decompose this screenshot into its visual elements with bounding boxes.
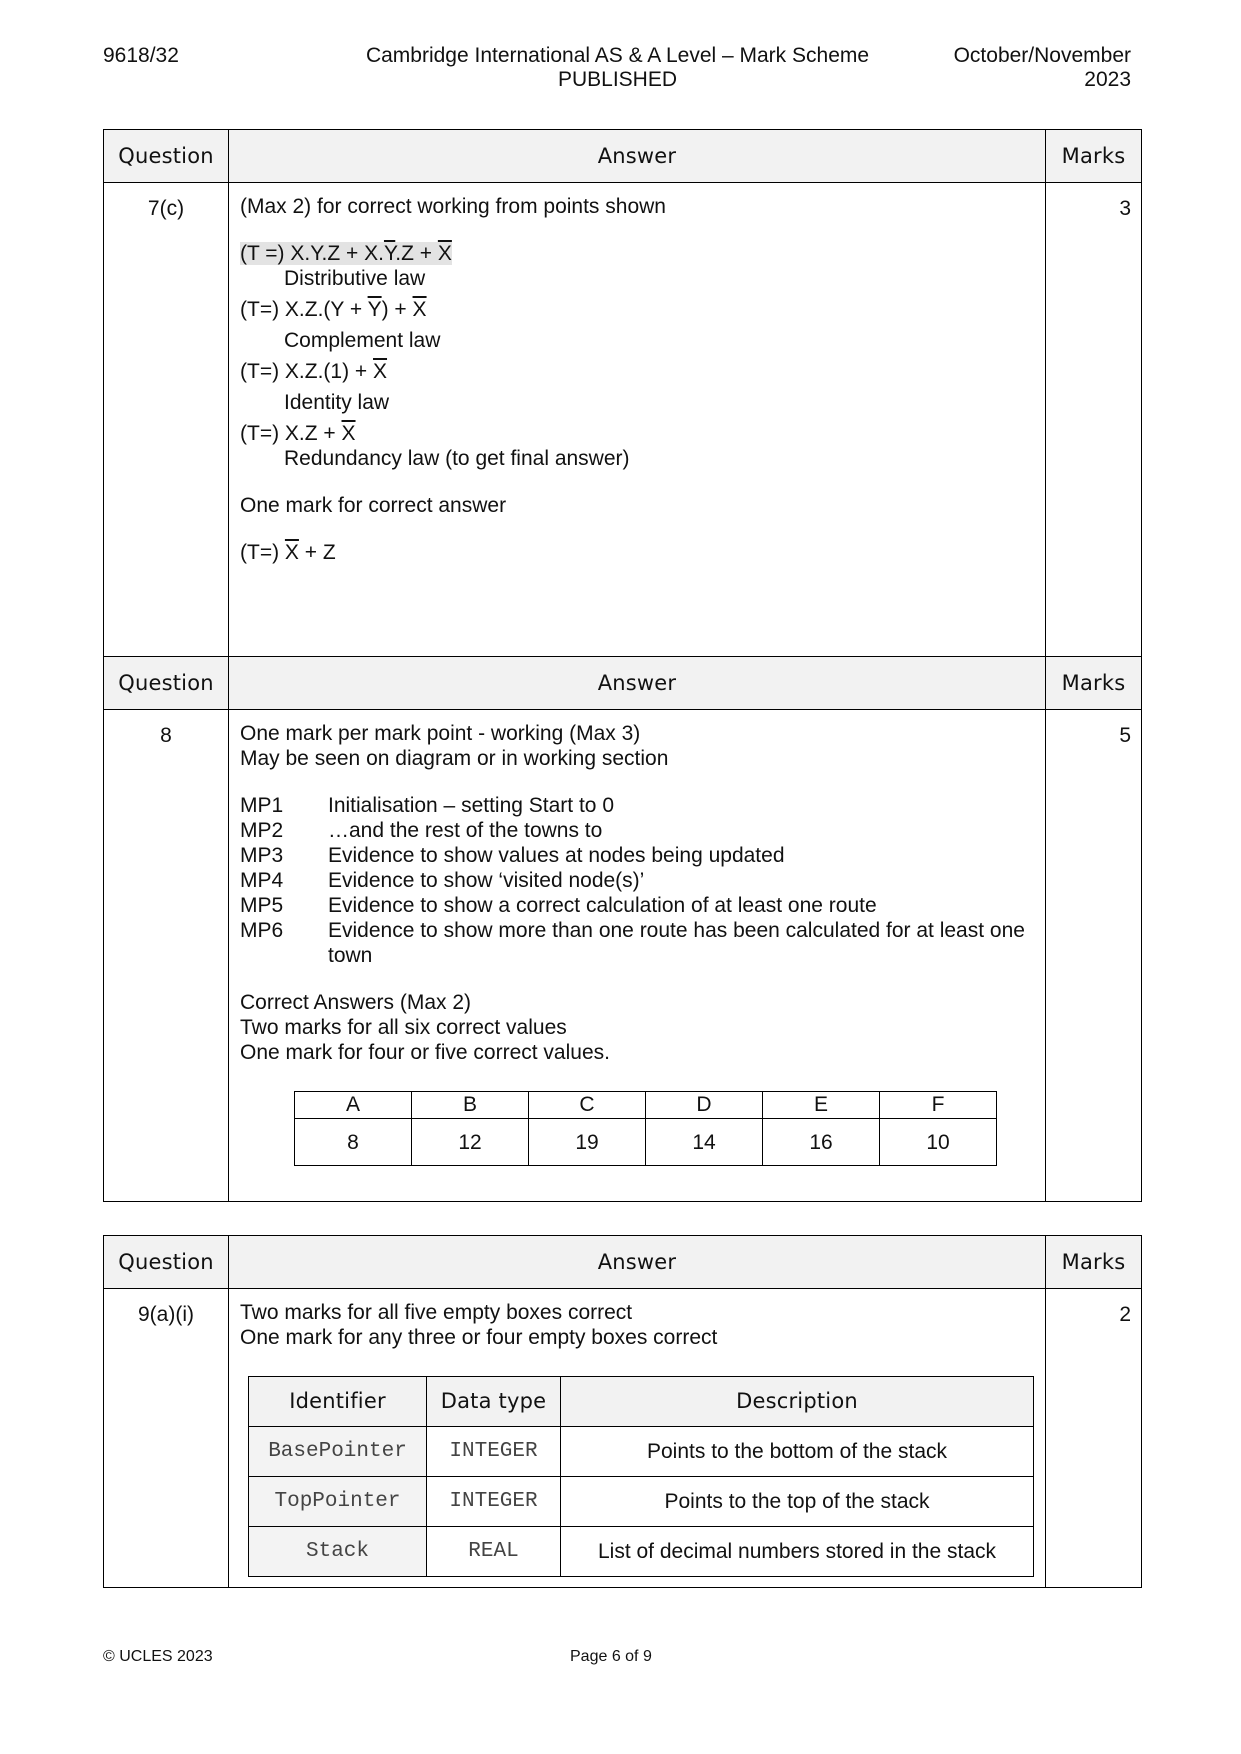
expr-negated: $\overline{X}$ <box>284 541 299 564</box>
col-question: Question <box>104 657 229 710</box>
q7c-number: 7(c) <box>104 183 229 674</box>
col-answer: Answer <box>229 130 1046 183</box>
mark-point-text: Evidence to show a correct calculation of at least one route <box>328 894 877 917</box>
value-header: F <box>880 1092 997 1119</box>
mark-point-text: Evidence to show ‘visited node(s)’ <box>328 869 645 892</box>
identifier-header-row <box>249 1377 1034 1427</box>
col-answer: Answer <box>229 657 1046 710</box>
q8-number: 8 <box>104 710 229 1202</box>
q9ai-answer <box>229 1289 1046 1588</box>
expr-negated: $\overline{X}$ <box>437 242 452 265</box>
identifier-cell: Stack <box>249 1527 427 1577</box>
mark-point-id: MP4 <box>240 869 284 892</box>
mark-point-id: MP3 <box>240 844 284 867</box>
table-header-row <box>104 1236 1142 1289</box>
q7c-step1 <box>240 241 1035 266</box>
exam-session-line2: 2023 <box>1084 68 1131 91</box>
mark-point <box>240 843 1035 868</box>
expr-part: (T=) X.Z.(Y + <box>240 298 368 321</box>
mark-point <box>240 818 1035 843</box>
q7c-law2: Complement law <box>284 329 441 352</box>
mark-point <box>240 918 1035 968</box>
q8-correct-answers-heading: Correct Answers (Max 2) <box>240 991 472 1014</box>
q9ai-marks: 2 <box>1046 1289 1142 1588</box>
expr-part: (T=) <box>240 541 285 564</box>
value-cell: 19 <box>529 1119 646 1166</box>
datatype-cell: REAL <box>427 1527 561 1577</box>
description-header: Description <box>561 1377 1034 1427</box>
table-header-row <box>104 130 1142 183</box>
col-question: Question <box>104 1236 229 1289</box>
mark-point-text: Evidence to show values at nodes being updated <box>328 844 785 867</box>
datatype-cell: INTEGER <box>427 1427 561 1477</box>
datatype-cell: INTEGER <box>427 1477 561 1527</box>
mark-point-id: MP6 <box>240 919 284 942</box>
q7c-law1: Distributive law <box>284 267 426 290</box>
q8-values-table <box>294 1091 997 1166</box>
identifier-table <box>248 1376 1034 1577</box>
value-cell: 12 <box>412 1119 529 1166</box>
q8-row <box>104 710 1142 1202</box>
q7c-table <box>103 129 1142 674</box>
q7c-final-answer <box>240 540 1035 565</box>
value-header: B <box>412 1092 529 1119</box>
identifier-row <box>249 1427 1034 1477</box>
exam-session-line1: October/November <box>953 44 1131 67</box>
q8-intro2: May be seen on diagram or in working section <box>240 747 669 770</box>
expr-negated: $\overline{Y}$ <box>383 242 396 265</box>
col-question: Question <box>104 130 229 183</box>
q7c-step3 <box>240 359 1035 384</box>
value-header: A <box>295 1092 412 1119</box>
identifier-cell: BasePointer <box>249 1427 427 1477</box>
q8-table <box>103 656 1142 1202</box>
col-answer: Answer <box>229 1236 1046 1289</box>
description-cell: Points to the top of the stack <box>561 1477 1034 1527</box>
value-header: C <box>529 1092 646 1119</box>
q8-intro1: One mark per mark point - working (Max 3) <box>240 722 641 745</box>
q7c-row <box>104 183 1142 674</box>
document-title-text: Cambridge International AS & A Level – Mark Scheme <box>365 44 870 67</box>
published-label: PUBLISHED <box>557 68 678 91</box>
col-marks: Marks <box>1046 1236 1142 1289</box>
q7c-answer <box>229 183 1046 674</box>
q8-correct-answers-two: Two marks for all six correct values <box>240 1016 567 1039</box>
expr-part: .Z + <box>395 242 438 265</box>
expr-part: + Z <box>298 541 336 564</box>
value-cell: 8 <box>295 1119 412 1166</box>
q9ai-table <box>103 1235 1142 1588</box>
description-cell: List of decimal numbers stored in the stack <box>561 1527 1034 1577</box>
values-header-row <box>295 1092 997 1119</box>
q8-answer <box>229 710 1046 1202</box>
q7c-law4: Redundancy law (to get final answer) <box>284 447 630 470</box>
q7c-correct-note: One mark for correct answer <box>240 494 507 517</box>
expr-part: (T=) X.Z.(1) + <box>240 360 374 383</box>
mark-point <box>240 793 1035 818</box>
q9ai-row <box>104 1289 1142 1588</box>
mark-point <box>240 868 1035 893</box>
q8-correct-answers-one: One mark for four or five correct values. <box>240 1041 610 1064</box>
identifier-cell: TopPointer <box>249 1477 427 1527</box>
expr-negated: $\overline{Y}$ <box>367 298 382 321</box>
copyright-notice: © UCLES 2023 <box>103 1648 213 1665</box>
mark-point-text: Initialisation – setting Start to 0 <box>328 794 614 817</box>
paper-code: 9618/32 <box>103 44 179 67</box>
identifier-header: Identifier <box>249 1377 427 1427</box>
q7c-step1-highlight <box>240 242 452 265</box>
value-header: D <box>646 1092 763 1119</box>
q7c-step2 <box>240 297 1035 322</box>
expr-negated: $\overline{X}$ <box>341 422 356 445</box>
col-marks: Marks <box>1046 130 1142 183</box>
col-marks: Marks <box>1046 657 1142 710</box>
identifier-row <box>249 1527 1034 1577</box>
description-cell: Points to the bottom of the stack <box>561 1427 1034 1477</box>
q8-marks: 5 <box>1046 710 1142 1202</box>
expr-negated: $\overline{X}$ <box>412 298 427 321</box>
expr-part: (T=) X.Z + <box>240 422 342 445</box>
value-cell: 14 <box>646 1119 763 1166</box>
q9ai-number: 9(a)(i) <box>104 1289 229 1588</box>
datatype-header: Data type <box>427 1377 561 1427</box>
q9ai-intro2: One mark for any three or four empty boxes correct <box>240 1326 718 1349</box>
mark-point-id: MP5 <box>240 894 284 917</box>
mark-point-text: …and the rest of the towns to <box>328 819 603 842</box>
mark-point-id: MP2 <box>240 819 284 842</box>
q7c-step4 <box>240 421 1035 446</box>
values-row <box>295 1119 997 1166</box>
value-header: E <box>763 1092 880 1119</box>
value-cell: 16 <box>763 1119 880 1166</box>
page-number: Page 6 of 9 <box>570 1648 652 1665</box>
expr-part: (T =) X.Y.Z + X. <box>240 242 384 265</box>
expr-part: ) + <box>381 298 413 321</box>
mark-point <box>240 893 1035 918</box>
mark-point-id: MP1 <box>240 794 284 817</box>
expr-negated: $\overline{X}$ <box>373 360 388 383</box>
q7c-law3: Identity law <box>284 391 390 414</box>
q7c-marks: 3 <box>1046 183 1142 674</box>
mark-point-text: Evidence to show more than one route has been calculated for at least one town <box>328 919 1025 967</box>
q7c-intro: (Max 2) for correct working from points shown <box>240 195 666 218</box>
identifier-row <box>249 1477 1034 1527</box>
mark-point-list <box>240 793 1035 968</box>
document-title <box>300 44 935 92</box>
value-cell: 10 <box>880 1119 997 1166</box>
table-header-row <box>104 657 1142 710</box>
exam-session <box>954 44 1131 92</box>
q9ai-intro1: Two marks for all five empty boxes correct <box>240 1301 633 1324</box>
